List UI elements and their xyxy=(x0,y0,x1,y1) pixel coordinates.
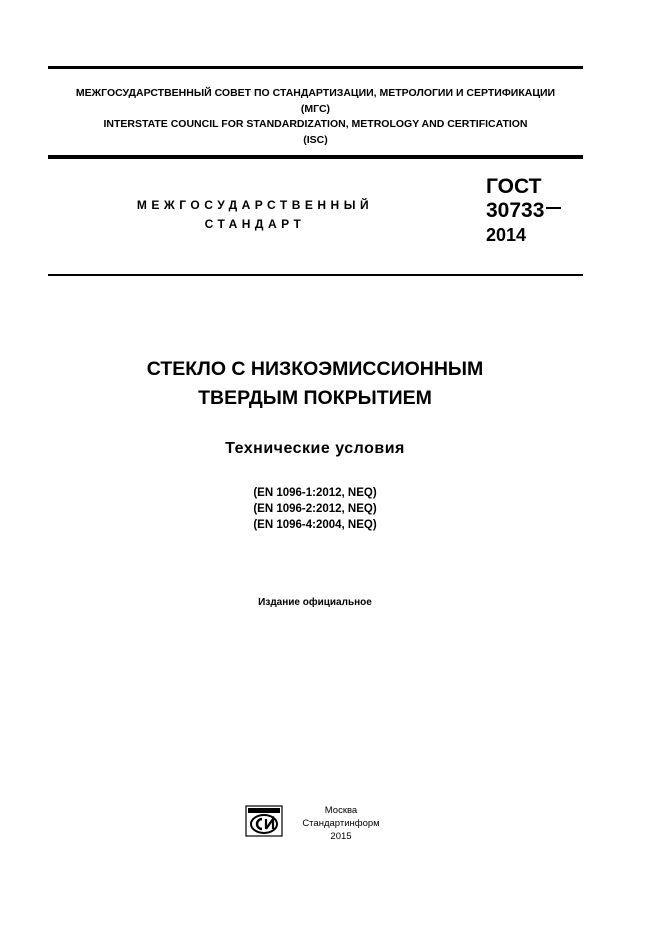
standard-kind-line2: СТАНДАРТ xyxy=(204,217,306,231)
standard-kind xyxy=(100,196,410,234)
gost-dash xyxy=(546,207,561,209)
publisher-name: Стандартинформ xyxy=(302,818,380,829)
council-header xyxy=(48,86,583,148)
header-divider-rule xyxy=(48,155,583,159)
reference-item: (EN 1096-2:2012, NEQ) xyxy=(253,503,377,515)
publisher-imprint xyxy=(296,804,386,843)
council-abbr-ru: (МГС) xyxy=(300,102,331,115)
designation-divider-rule xyxy=(48,274,583,276)
standartinform-logo-icon xyxy=(245,805,283,837)
reference-item: (EN 1096-1:2012, NEQ) xyxy=(253,487,377,499)
gost-year: 2014 xyxy=(486,225,527,245)
standard-kind-line1: МЕЖГОСУДАРСТВЕННЫЙ xyxy=(136,198,374,212)
reference-item: (EN 1096-4:2004, NEQ) xyxy=(253,519,377,531)
edition-note: Издание официальное xyxy=(258,597,372,608)
publisher-city: Москва xyxy=(324,805,358,816)
title-line1: СТЕКЛО С НИЗКОЭМИССИОННЫМ xyxy=(146,358,484,380)
gost-label: ГОСТ xyxy=(486,175,542,198)
publisher-year: 2015 xyxy=(330,831,352,842)
document-title xyxy=(60,355,570,413)
gost-number: 30733 xyxy=(486,199,545,222)
council-abbr-en: (ISC) xyxy=(303,133,328,146)
top-rule xyxy=(48,66,583,69)
gost-number-line xyxy=(486,199,561,223)
document-subtitle: Технические условия xyxy=(225,440,405,457)
council-name-en: INTERSTATE COUNCIL FOR STANDARDIZATION, METROLOGY AND CERTIFICATION xyxy=(103,118,528,130)
gost-designation xyxy=(486,175,561,247)
title-line2: ТВЕРДЫМ ПОКРЫТИЕМ xyxy=(198,387,432,409)
standard-references xyxy=(60,485,570,533)
council-name-ru: МЕЖГОСУДАРСТВЕННЫЙ СОВЕТ ПО СТАНДАРТИЗАЦИИ, МЕТРОЛОГИИ И СЕРТИФИКАЦИИ xyxy=(75,87,556,99)
